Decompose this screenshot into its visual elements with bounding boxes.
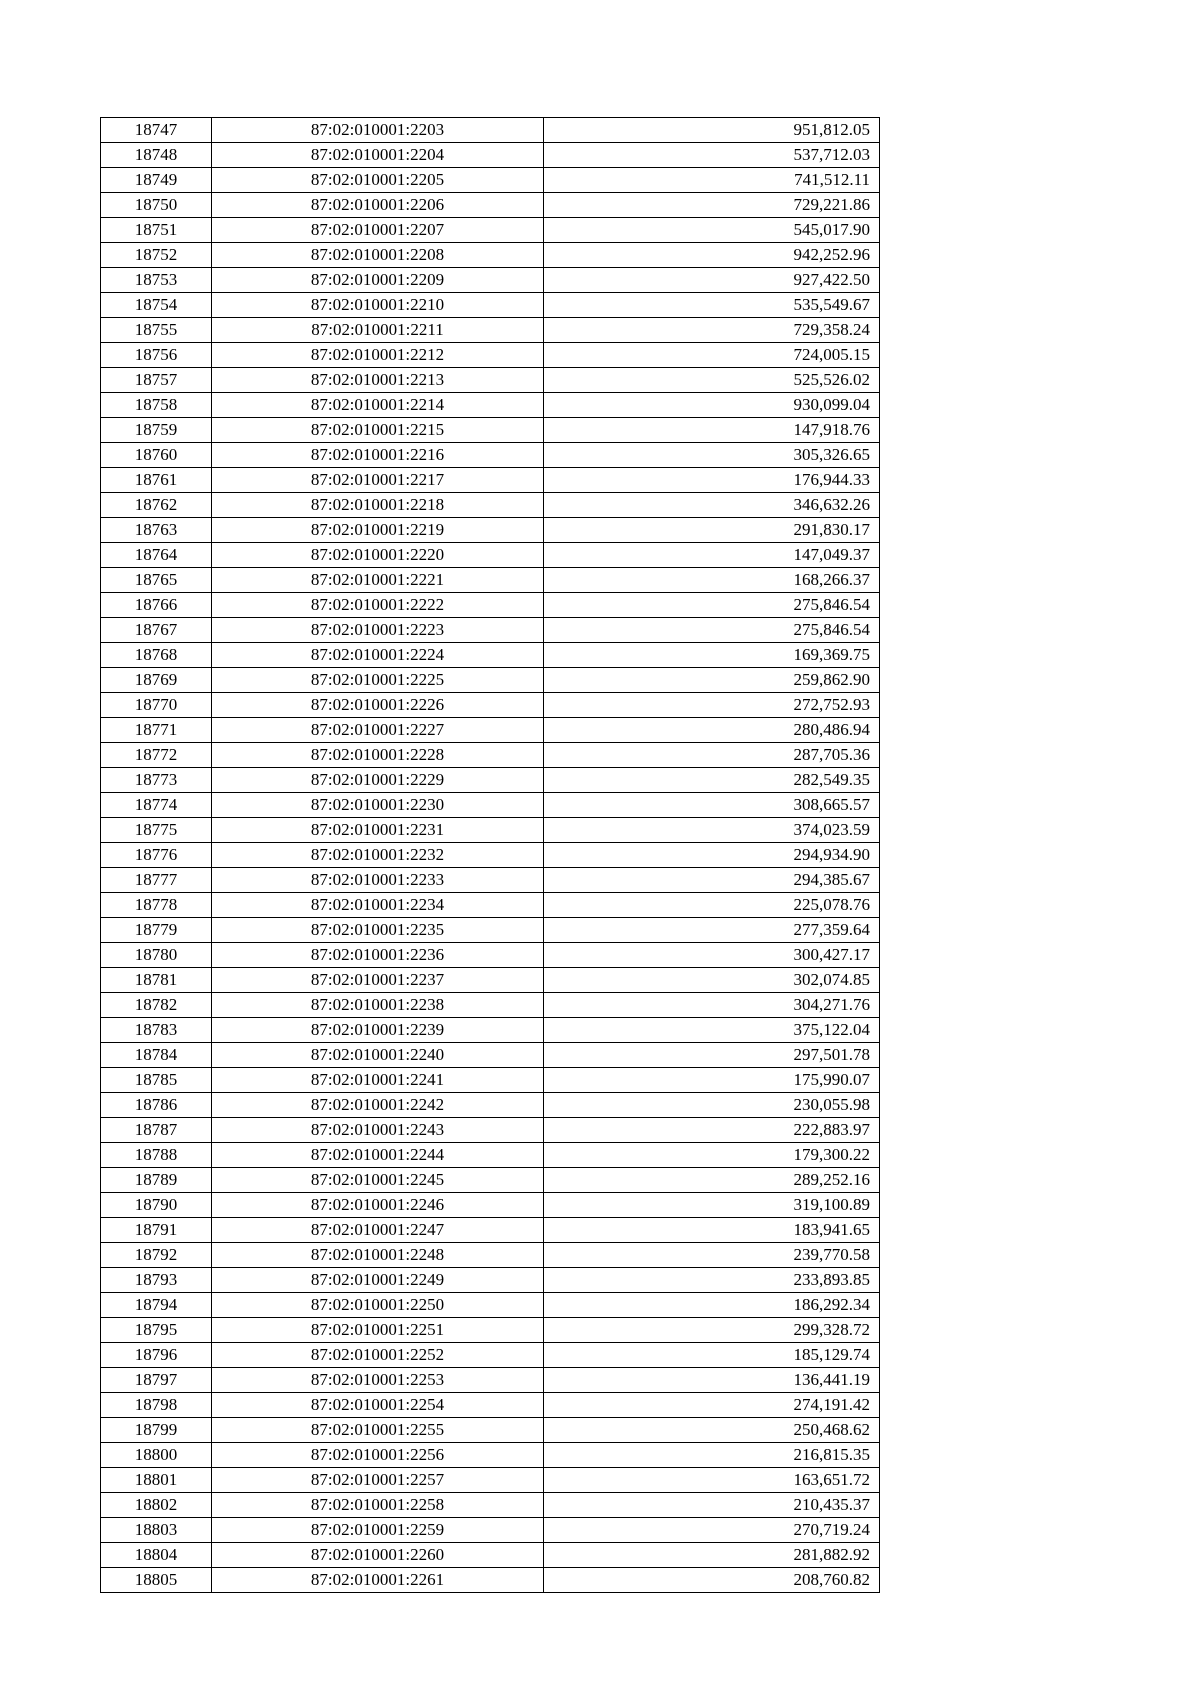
value-cell: 274,191.42 xyxy=(544,1393,880,1418)
row-number-cell: 18754 xyxy=(101,293,212,318)
row-number-cell: 18755 xyxy=(101,318,212,343)
cadastral-number-cell: 87:02:010001:2251 xyxy=(212,1318,544,1343)
value-cell: 282,549.35 xyxy=(544,768,880,793)
table-row xyxy=(101,868,880,893)
table-row xyxy=(101,443,880,468)
table-row xyxy=(101,1243,880,1268)
cadastral-number-cell: 87:02:010001:2234 xyxy=(212,893,544,918)
cadastral-number-cell: 87:02:010001:2221 xyxy=(212,568,544,593)
value-cell: 537,712.03 xyxy=(544,143,880,168)
value-cell: 729,358.24 xyxy=(544,318,880,343)
cadastral-number-cell: 87:02:010001:2209 xyxy=(212,268,544,293)
value-cell: 951,812.05 xyxy=(544,118,880,143)
value-cell: 175,990.07 xyxy=(544,1068,880,1093)
row-number-cell: 18780 xyxy=(101,943,212,968)
table-row xyxy=(101,818,880,843)
table-row xyxy=(101,368,880,393)
row-number-cell: 18753 xyxy=(101,268,212,293)
row-number-cell: 18792 xyxy=(101,1243,212,1268)
table-row xyxy=(101,1168,880,1193)
cadastral-number-cell: 87:02:010001:2260 xyxy=(212,1543,544,1568)
cadastral-number-cell: 87:02:010001:2206 xyxy=(212,193,544,218)
table-row xyxy=(101,518,880,543)
cadastral-number-cell: 87:02:010001:2220 xyxy=(212,543,544,568)
row-number-cell: 18805 xyxy=(101,1568,212,1593)
table-row xyxy=(101,1118,880,1143)
cadastral-number-cell: 87:02:010001:2250 xyxy=(212,1293,544,1318)
table-row xyxy=(101,893,880,918)
row-number-cell: 18772 xyxy=(101,743,212,768)
cadastral-number-cell: 87:02:010001:2243 xyxy=(212,1118,544,1143)
cadastral-number-cell: 87:02:010001:2242 xyxy=(212,1093,544,1118)
value-cell: 297,501.78 xyxy=(544,1043,880,1068)
table-row xyxy=(101,1418,880,1443)
table-row xyxy=(101,593,880,618)
cadastral-number-cell: 87:02:010001:2239 xyxy=(212,1018,544,1043)
cadastral-number-cell: 87:02:010001:2241 xyxy=(212,1068,544,1093)
value-cell: 545,017.90 xyxy=(544,218,880,243)
row-number-cell: 18781 xyxy=(101,968,212,993)
table-row xyxy=(101,293,880,318)
cadastral-number-cell: 87:02:010001:2257 xyxy=(212,1468,544,1493)
row-number-cell: 18797 xyxy=(101,1368,212,1393)
table-row xyxy=(101,243,880,268)
table-row xyxy=(101,343,880,368)
table-row xyxy=(101,193,880,218)
row-number-cell: 18749 xyxy=(101,168,212,193)
row-number-cell: 18771 xyxy=(101,718,212,743)
table-row xyxy=(101,1068,880,1093)
row-number-cell: 18767 xyxy=(101,618,212,643)
table-row xyxy=(101,993,880,1018)
cadastral-number-cell: 87:02:010001:2252 xyxy=(212,1343,544,1368)
cadastral-number-cell: 87:02:010001:2227 xyxy=(212,718,544,743)
table-row xyxy=(101,393,880,418)
row-number-cell: 18783 xyxy=(101,1018,212,1043)
row-number-cell: 18795 xyxy=(101,1318,212,1343)
value-cell: 741,512.11 xyxy=(544,168,880,193)
cadastral-number-cell: 87:02:010001:2254 xyxy=(212,1393,544,1418)
row-number-cell: 18773 xyxy=(101,768,212,793)
value-cell: 275,846.54 xyxy=(544,618,880,643)
cadastral-number-cell: 87:02:010001:2217 xyxy=(212,468,544,493)
value-cell: 163,651.72 xyxy=(544,1468,880,1493)
table-row xyxy=(101,968,880,993)
row-number-cell: 18758 xyxy=(101,393,212,418)
row-number-cell: 18788 xyxy=(101,1143,212,1168)
value-cell: 272,752.93 xyxy=(544,693,880,718)
row-number-cell: 18756 xyxy=(101,343,212,368)
value-cell: 233,893.85 xyxy=(544,1268,880,1293)
row-number-cell: 18779 xyxy=(101,918,212,943)
table-row xyxy=(101,693,880,718)
table-row xyxy=(101,1443,880,1468)
table-row xyxy=(101,618,880,643)
value-cell: 270,719.24 xyxy=(544,1518,880,1543)
table-row xyxy=(101,568,880,593)
row-number-cell: 18762 xyxy=(101,493,212,518)
cadastral-number-cell: 87:02:010001:2245 xyxy=(212,1168,544,1193)
value-cell: 208,760.82 xyxy=(544,1568,880,1593)
table-row xyxy=(101,418,880,443)
table-row xyxy=(101,1193,880,1218)
cadastral-number-cell: 87:02:010001:2218 xyxy=(212,493,544,518)
table-row xyxy=(101,1043,880,1068)
cadastral-number-cell: 87:02:010001:2233 xyxy=(212,868,544,893)
table-row xyxy=(101,1518,880,1543)
cadastral-number-cell: 87:02:010001:2235 xyxy=(212,918,544,943)
row-number-cell: 18765 xyxy=(101,568,212,593)
table-row xyxy=(101,1493,880,1518)
table-row xyxy=(101,1318,880,1343)
cadastral-number-cell: 87:02:010001:2256 xyxy=(212,1443,544,1468)
table-row xyxy=(101,1368,880,1393)
table-row xyxy=(101,718,880,743)
value-cell: 168,266.37 xyxy=(544,568,880,593)
row-number-cell: 18799 xyxy=(101,1418,212,1443)
value-cell: 942,252.96 xyxy=(544,243,880,268)
table-row xyxy=(101,1468,880,1493)
row-number-cell: 18790 xyxy=(101,1193,212,1218)
row-number-cell: 18784 xyxy=(101,1043,212,1068)
cadastral-number-cell: 87:02:010001:2255 xyxy=(212,1418,544,1443)
table-row xyxy=(101,743,880,768)
row-number-cell: 18802 xyxy=(101,1493,212,1518)
value-cell: 729,221.86 xyxy=(544,193,880,218)
row-number-cell: 18774 xyxy=(101,793,212,818)
table-row xyxy=(101,943,880,968)
value-cell: 291,830.17 xyxy=(544,518,880,543)
cadastral-number-cell: 87:02:010001:2230 xyxy=(212,793,544,818)
value-cell: 287,705.36 xyxy=(544,743,880,768)
cadastral-number-cell: 87:02:010001:2222 xyxy=(212,593,544,618)
row-number-cell: 18801 xyxy=(101,1468,212,1493)
table-row xyxy=(101,843,880,868)
row-number-cell: 18760 xyxy=(101,443,212,468)
row-number-cell: 18769 xyxy=(101,668,212,693)
row-number-cell: 18778 xyxy=(101,893,212,918)
table-row xyxy=(101,143,880,168)
value-cell: 281,882.92 xyxy=(544,1543,880,1568)
row-number-cell: 18766 xyxy=(101,593,212,618)
table-row xyxy=(101,318,880,343)
table-row xyxy=(101,118,880,143)
cadastral-number-cell: 87:02:010001:2246 xyxy=(212,1193,544,1218)
row-number-cell: 18751 xyxy=(101,218,212,243)
value-cell: 375,122.04 xyxy=(544,1018,880,1043)
value-cell: 535,549.67 xyxy=(544,293,880,318)
value-cell: 169,369.75 xyxy=(544,643,880,668)
value-cell: 225,078.76 xyxy=(544,893,880,918)
row-number-cell: 18770 xyxy=(101,693,212,718)
table-row xyxy=(101,668,880,693)
table-row xyxy=(101,268,880,293)
value-cell: 277,359.64 xyxy=(544,918,880,943)
register-table-body xyxy=(101,118,880,1593)
row-number-cell: 18798 xyxy=(101,1393,212,1418)
table-row xyxy=(101,1143,880,1168)
value-cell: 302,074.85 xyxy=(544,968,880,993)
table-row xyxy=(101,543,880,568)
value-cell: 176,944.33 xyxy=(544,468,880,493)
value-cell: 183,941.65 xyxy=(544,1218,880,1243)
row-number-cell: 18793 xyxy=(101,1268,212,1293)
row-number-cell: 18777 xyxy=(101,868,212,893)
row-number-cell: 18747 xyxy=(101,118,212,143)
row-number-cell: 18794 xyxy=(101,1293,212,1318)
cadastral-number-cell: 87:02:010001:2259 xyxy=(212,1518,544,1543)
cadastral-number-cell: 87:02:010001:2214 xyxy=(212,393,544,418)
value-cell: 299,328.72 xyxy=(544,1318,880,1343)
table-row xyxy=(101,1293,880,1318)
table-row xyxy=(101,768,880,793)
table-row xyxy=(101,168,880,193)
value-cell: 275,846.54 xyxy=(544,593,880,618)
cadastral-number-cell: 87:02:010001:2240 xyxy=(212,1043,544,1068)
row-number-cell: 18768 xyxy=(101,643,212,668)
cadastral-number-cell: 87:02:010001:2258 xyxy=(212,1493,544,1518)
value-cell: 147,049.37 xyxy=(544,543,880,568)
row-number-cell: 18757 xyxy=(101,368,212,393)
cadastral-number-cell: 87:02:010001:2229 xyxy=(212,768,544,793)
row-number-cell: 18775 xyxy=(101,818,212,843)
cadastral-number-cell: 87:02:010001:2261 xyxy=(212,1568,544,1593)
row-number-cell: 18748 xyxy=(101,143,212,168)
row-number-cell: 18803 xyxy=(101,1518,212,1543)
row-number-cell: 18764 xyxy=(101,543,212,568)
value-cell: 186,292.34 xyxy=(544,1293,880,1318)
cadastral-number-cell: 87:02:010001:2216 xyxy=(212,443,544,468)
row-number-cell: 18763 xyxy=(101,518,212,543)
row-number-cell: 18786 xyxy=(101,1093,212,1118)
value-cell: 216,815.35 xyxy=(544,1443,880,1468)
value-cell: 210,435.37 xyxy=(544,1493,880,1518)
cadastral-number-cell: 87:02:010001:2236 xyxy=(212,943,544,968)
cadastral-number-cell: 87:02:010001:2238 xyxy=(212,993,544,1018)
table-row xyxy=(101,918,880,943)
value-cell: 300,427.17 xyxy=(544,943,880,968)
cadastral-number-cell: 87:02:010001:2204 xyxy=(212,143,544,168)
cadastral-number-cell: 87:02:010001:2203 xyxy=(212,118,544,143)
value-cell: 280,486.94 xyxy=(544,718,880,743)
cadastral-number-cell: 87:02:010001:2210 xyxy=(212,293,544,318)
cadastral-number-cell: 87:02:010001:2228 xyxy=(212,743,544,768)
value-cell: 289,252.16 xyxy=(544,1168,880,1193)
cadastral-number-cell: 87:02:010001:2225 xyxy=(212,668,544,693)
table-row xyxy=(101,1543,880,1568)
table-row xyxy=(101,1568,880,1593)
value-cell: 136,441.19 xyxy=(544,1368,880,1393)
cadastral-number-cell: 87:02:010001:2253 xyxy=(212,1368,544,1393)
cadastral-number-cell: 87:02:010001:2247 xyxy=(212,1218,544,1243)
table-row xyxy=(101,793,880,818)
value-cell: 230,055.98 xyxy=(544,1093,880,1118)
cadastral-number-cell: 87:02:010001:2231 xyxy=(212,818,544,843)
value-cell: 319,100.89 xyxy=(544,1193,880,1218)
cadastral-number-cell: 87:02:010001:2211 xyxy=(212,318,544,343)
row-number-cell: 18787 xyxy=(101,1118,212,1143)
cadastral-number-cell: 87:02:010001:2213 xyxy=(212,368,544,393)
cadastral-number-cell: 87:02:010001:2224 xyxy=(212,643,544,668)
value-cell: 346,632.26 xyxy=(544,493,880,518)
table-row xyxy=(101,1268,880,1293)
register-table xyxy=(100,117,880,1593)
row-number-cell: 18750 xyxy=(101,193,212,218)
value-cell: 185,129.74 xyxy=(544,1343,880,1368)
table-row xyxy=(101,1218,880,1243)
value-cell: 724,005.15 xyxy=(544,343,880,368)
table-row xyxy=(101,1393,880,1418)
table-row xyxy=(101,1093,880,1118)
table-row xyxy=(101,468,880,493)
cadastral-number-cell: 87:02:010001:2223 xyxy=(212,618,544,643)
value-cell: 294,385.67 xyxy=(544,868,880,893)
cadastral-number-cell: 87:02:010001:2207 xyxy=(212,218,544,243)
cadastral-number-cell: 87:02:010001:2248 xyxy=(212,1243,544,1268)
value-cell: 294,934.90 xyxy=(544,843,880,868)
row-number-cell: 18791 xyxy=(101,1218,212,1243)
value-cell: 147,918.76 xyxy=(544,418,880,443)
cadastral-number-cell: 87:02:010001:2244 xyxy=(212,1143,544,1168)
row-number-cell: 18800 xyxy=(101,1443,212,1468)
cadastral-number-cell: 87:02:010001:2232 xyxy=(212,843,544,868)
value-cell: 374,023.59 xyxy=(544,818,880,843)
row-number-cell: 18796 xyxy=(101,1343,212,1368)
cadastral-number-cell: 87:02:010001:2208 xyxy=(212,243,544,268)
value-cell: 259,862.90 xyxy=(544,668,880,693)
value-cell: 179,300.22 xyxy=(544,1143,880,1168)
value-cell: 305,326.65 xyxy=(544,443,880,468)
table-row xyxy=(101,1343,880,1368)
cadastral-number-cell: 87:02:010001:2237 xyxy=(212,968,544,993)
value-cell: 239,770.58 xyxy=(544,1243,880,1268)
row-number-cell: 18759 xyxy=(101,418,212,443)
value-cell: 222,883.97 xyxy=(544,1118,880,1143)
row-number-cell: 18761 xyxy=(101,468,212,493)
cadastral-number-cell: 87:02:010001:2219 xyxy=(212,518,544,543)
value-cell: 304,271.76 xyxy=(544,993,880,1018)
cadastral-number-cell: 87:02:010001:2205 xyxy=(212,168,544,193)
cadastral-number-cell: 87:02:010001:2212 xyxy=(212,343,544,368)
row-number-cell: 18782 xyxy=(101,993,212,1018)
table-row xyxy=(101,643,880,668)
row-number-cell: 18776 xyxy=(101,843,212,868)
row-number-cell: 18752 xyxy=(101,243,212,268)
table-row xyxy=(101,218,880,243)
value-cell: 930,099.04 xyxy=(544,393,880,418)
value-cell: 308,665.57 xyxy=(544,793,880,818)
table-row xyxy=(101,493,880,518)
cadastral-number-cell: 87:02:010001:2215 xyxy=(212,418,544,443)
value-cell: 250,468.62 xyxy=(544,1418,880,1443)
cadastral-number-cell: 87:02:010001:2249 xyxy=(212,1268,544,1293)
row-number-cell: 18789 xyxy=(101,1168,212,1193)
value-cell: 927,422.50 xyxy=(544,268,880,293)
row-number-cell: 18804 xyxy=(101,1543,212,1568)
table-row xyxy=(101,1018,880,1043)
cadastral-number-cell: 87:02:010001:2226 xyxy=(212,693,544,718)
value-cell: 525,526.02 xyxy=(544,368,880,393)
row-number-cell: 18785 xyxy=(101,1068,212,1093)
